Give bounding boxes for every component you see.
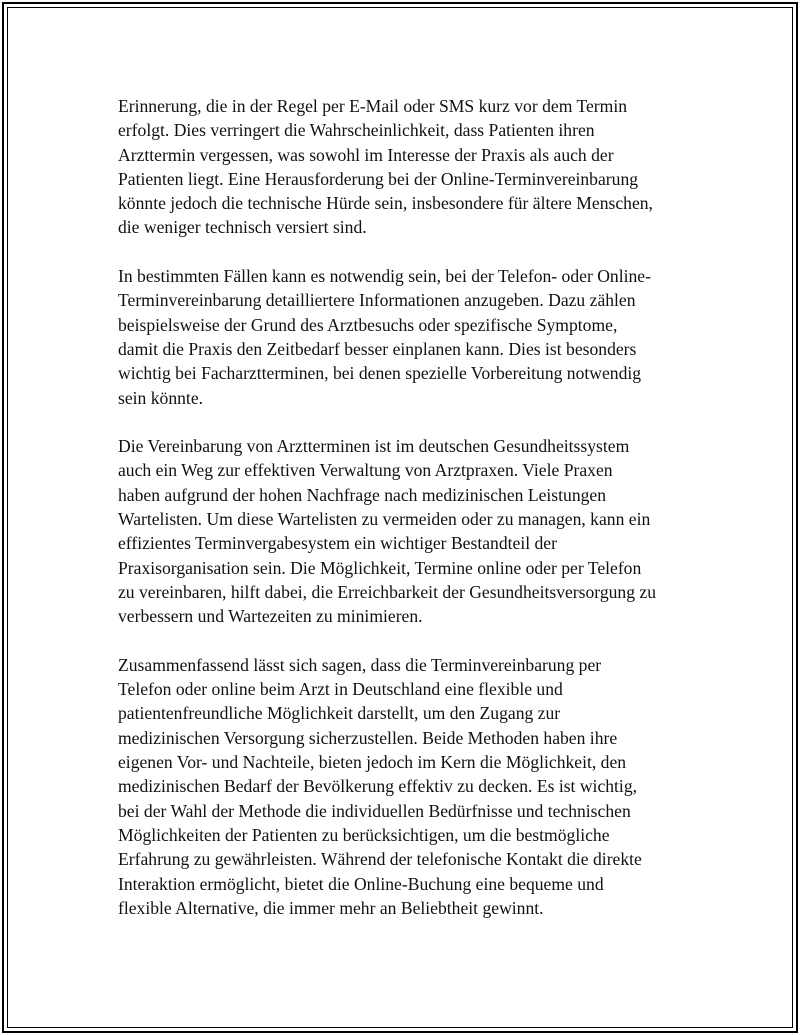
paragraph-reminder: Erinnerung, die in der Regel per E-Mail oder SMS kurz vor dem Termin erfolgt. Dies verringert die Wahrscheinlichkeit, dass Patienten ihren Arzttermin vergessen, was sowohl im Interesse der Praxis als auch der Patienten liegt. Eine Herausforderung bei der Online-Terminvereinbarung könnte jedoch die technische Hürde sein, insbesondere für ältere Menschen, die weniger technisch versiert sind. (118, 96, 653, 238)
paragraph-summary: Zusammenfassend lässt sich sagen, dass die Terminvereinbarung per Telefon oder online beim Arzt in Deutschland eine flexible und patientenfreundliche Möglichkeit darstellt, um den Zugang zur medizinischen Versorgung sicherzustellen. Beide Methoden haben ihre eigenen Vor- und Nachteile, bieten jedoch im Kern die Möglichkeit, den medizinischen Bedarf der Bevölkerung effektiv zu decken. Es ist wichtig, bei der Wahl der Methode die individuellen Bedürfnisse und technischen Möglichkeiten der Patienten zu berücksichtigen, um die bestmögliche Erfahrung zu gewährleisten. Während der telefonische Kontakt die direkte Interaktion ermöglicht, bietet die Online-Buchung eine bequeme und flexible Alternative, die immer mehr an Beliebtheit gewinnt. (118, 654, 642, 918)
paragraph-practice-management: Die Vereinbarung von Arztterminen ist im deutschen Gesundheitssystem auch ein Weg zur effektiven Verwaltung von Arztpraxen. Viele Praxen haben aufgrund der hohen Nachfrage nach medizinischen Leistungen Wartelisten. Um diese Wartelisten zu vermeiden oder zu managen, kann ein effizientes Terminvergabesystem ein wichtiger Bestandteil der Praxisorganisation sein. Die Möglichkeit, Termine online oder per Telefon zu vereinbaren, hilft dabei, die Erreichbarkeit der Gesundheitsversorgung zu verbessern und Wartezeiten zu minimieren. (118, 436, 657, 627)
paragraph-detailed-information: In bestimmten Fällen kann es notwendig sein, bei der Telefon- oder Online- Terminvereinbarung detailliertere Informationen anzugeben. Dazu zählen beispielsweise der Grund des Arztbesuchs oder spezifische Symptome, damit die Praxis den Zeitbedarf besser einplanen kann. Dies ist besonders wichtig bei Facharztterminen, bei denen spezielle Vorbereitung notwendig sein könnte. (118, 266, 651, 408)
document-body (118, 94, 693, 920)
